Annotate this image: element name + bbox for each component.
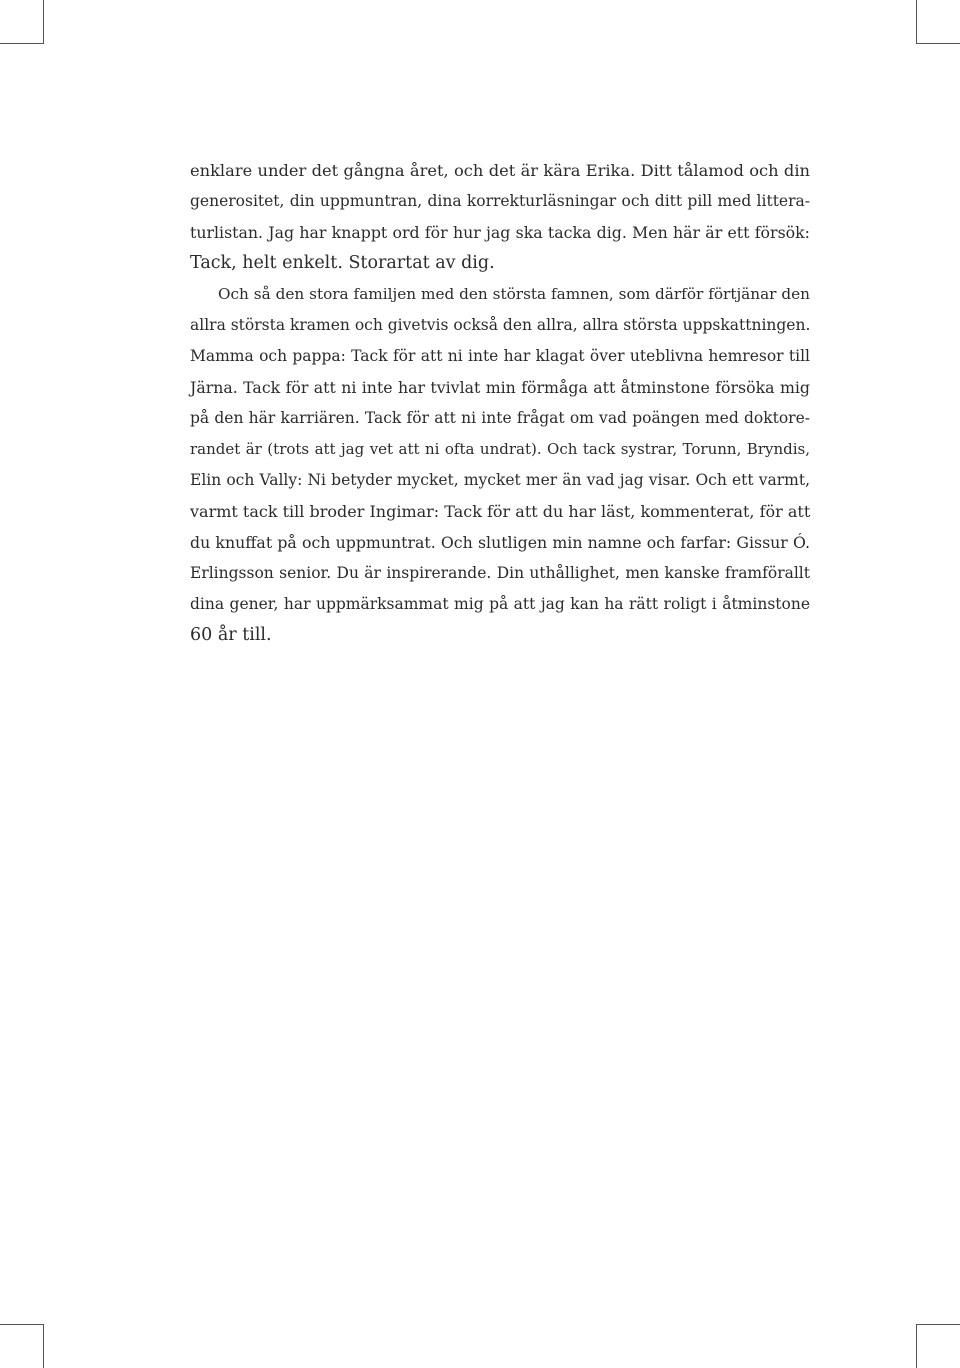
crop-mark xyxy=(43,0,44,44)
crop-mark xyxy=(916,0,917,44)
crop-mark xyxy=(0,43,44,44)
text-line: randet är (trots att jag vet att ni ofta undrat). Och tack systrar, Torunn, Bryndis, xyxy=(190,440,810,458)
crop-mark xyxy=(43,1324,44,1368)
text-line: enklare under det gångna året, och det är kära Erika. Ditt tålamod och din xyxy=(190,161,810,180)
text-line: turlistan. Jag har knappt ord för hur jag ska tacka dig. Men här är ett försök: xyxy=(190,223,810,242)
text-line: Elin och Vally: Ni betyder mycket, mycket mer än vad jag visar. Och ett varmt, xyxy=(190,471,810,489)
text-line: allra största kramen och givetvis också den allra, allra största uppskattningen. xyxy=(190,316,811,334)
text-line: 60 år till. xyxy=(190,625,272,645)
text-line: på den här karriären. Tack för att ni inte frågat om vad poängen med doktore- xyxy=(190,409,810,427)
text-line: Och så den stora familjen med den största famnen, som därför förtjänar den xyxy=(218,285,810,303)
text-line: Tack, helt enkelt. Storartat av dig. xyxy=(190,253,495,273)
text-line: du knuffat på och uppmuntrat. Och slutligen min namne och farfar: Gissur Ó. xyxy=(190,533,810,552)
text-line: generositet, din uppmuntran, dina korrekturläsningar och ditt pill med littera- xyxy=(190,192,810,210)
text-line: Mamma och pappa: Tack för att ni inte har klagat över uteblivna hemresor till xyxy=(190,347,810,365)
crop-mark xyxy=(916,1324,960,1325)
paragraph xyxy=(190,155,810,279)
crop-mark xyxy=(916,43,960,44)
text-line: varmt tack till broder Ingimar: Tack för att du har läst, kommenterat, för att xyxy=(190,502,811,521)
crop-mark xyxy=(916,1324,917,1368)
text-line: Järna. Tack för att ni inte har tvivlat min förmåga att åtminstone försöka mig xyxy=(190,378,810,397)
crop-mark xyxy=(0,1324,44,1325)
text-line: dina gener, har uppmärksammat mig på att jag kan ha rätt roligt i åtminstone xyxy=(190,595,810,613)
acknowledgements-text xyxy=(190,155,810,651)
text-line: Erlingsson senior. Du är inspirerande. Din uthållighet, men kanske framförallt xyxy=(190,564,810,582)
paragraph xyxy=(190,279,810,651)
